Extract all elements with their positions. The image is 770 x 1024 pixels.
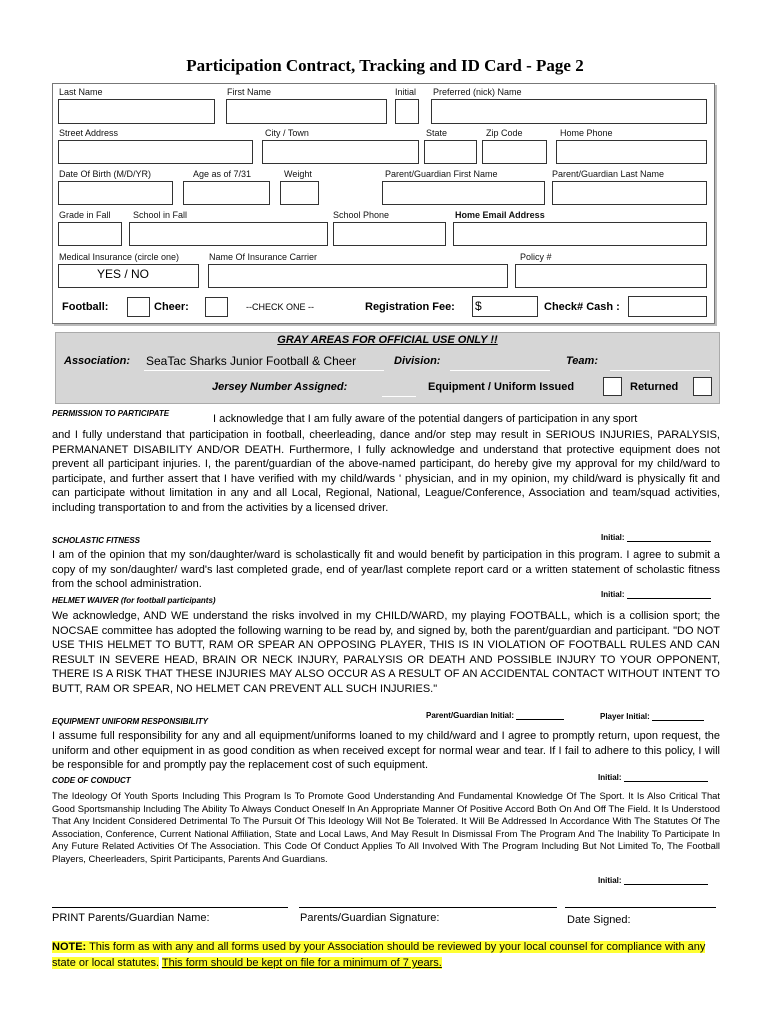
team-label: Team:	[566, 355, 598, 367]
state-field[interactable]	[424, 140, 477, 164]
state-label: State	[426, 128, 448, 138]
street-address-label: Street Address	[59, 128, 119, 138]
football-label: Football:	[62, 301, 109, 313]
cheer-checkbox[interactable]	[205, 297, 228, 317]
medical-insurance-options: YES / NO	[97, 267, 150, 281]
conduct-initial	[598, 876, 708, 885]
school-label: School in Fall	[133, 210, 188, 220]
parent-last-name-field[interactable]	[552, 181, 707, 205]
home-phone-field[interactable]	[556, 140, 707, 164]
equipment-title: EQUIPMENT UNIFORM RESPONSIBILITY	[52, 717, 209, 726]
scholastic-text: I am of the opinion that my son/daughter/ward is scholastically fit and would benefit by participation in this program. I agree to submit a copy of my son/daughter/ ward's last completed grade, end of year/last complete report card or a written statement of scholastic fitness from the school administration.	[52, 549, 720, 591]
jersey-number-label: Jersey Number Assigned:	[212, 381, 348, 393]
dollar-sign: $	[475, 299, 482, 313]
football-checkbox[interactable]	[127, 297, 150, 317]
scholastic-initial	[601, 590, 711, 599]
initial-label: Initial:	[601, 590, 625, 599]
helmet-text: We acknowledge, AND WE understand the risks involved in my CHILD/WARD, my playing FOOTBALL, which is a collision sport; the NOCSAE committee has adopted the following warning to be read by, and signed by, both the parent/guardian and participant. "DO NOT USE THIS HELMET TO BUTT, RAM OR SPEAR AN OPPOSING PLAYER, THIS IS IN VIOLATION OF FOOTBALL RULES AND CAN RESULT IN SEVERE HEAD, BRAIN OR NECK INJURY, PARALYSIS OR DEATH AND POSSIBLE INJURY TO YOUR OPPONENT, THERE IS A RISK THAT THESE INJURIES MAY ALSO OCCUR AS A RESULT OF AN ACCIDENTAL CONTACT WITHOUT INTENT TO BUTT, RAM OR SPEAR, NO HELMET CAN PREVENT ALL SUCH INJURIES."	[52, 610, 720, 695]
zip-field[interactable]	[482, 140, 547, 164]
team-field[interactable]	[610, 370, 710, 371]
equipment-text: I assume full responsibility for any and all equipment/uniforms loaned to my child/ward and I agree to promptly return, upon request, the uniform and other equipment in as good condition as when received except for normal wear and tear. If I fail to adhere to this policy, I will be responsible for and promptly pay the replacement cost of such equipment.	[52, 730, 720, 772]
official-use-heading: GRAY AREAS FOR OFFICIAL USE ONLY !!	[277, 334, 498, 346]
note-retention: This form should be kept on file for a minimum of 7 years.	[161, 957, 442, 969]
street-address-field[interactable]	[58, 140, 253, 164]
note-label: NOTE:	[52, 941, 87, 953]
age-field[interactable]	[183, 181, 270, 205]
parent-initial-label: Parent/Guardian Initial:	[426, 711, 515, 720]
policy-field[interactable]	[515, 264, 707, 288]
permission-first-line: I acknowledge that I am fully aware of the potential dangers of participation in any sport	[213, 413, 638, 425]
age-label: Age as of 7/31	[193, 169, 252, 179]
date-signed-label: Date Signed:	[567, 914, 631, 926]
association-line	[144, 370, 384, 371]
equipment-initial	[598, 773, 708, 782]
page-title: Participation Contract, Tracking and ID Card - Page 2	[186, 56, 584, 75]
school-phone-field[interactable]	[333, 222, 446, 246]
conduct-title: CODE OF CONDUCT	[52, 776, 131, 785]
returned-checkbox[interactable]	[693, 377, 712, 396]
equipment-issued-label: Equipment / Uniform Issued	[428, 381, 575, 393]
division-field[interactable]	[450, 370, 550, 371]
jersey-number-field[interactable]	[382, 396, 416, 397]
conduct-initial-field[interactable]	[624, 884, 708, 885]
home-phone-label: Home Phone	[560, 128, 613, 138]
association-value: SeaTac Sharks Junior Football & Cheer	[146, 354, 357, 368]
grade-label: Grade in Fall	[59, 210, 111, 220]
division-label: Division:	[394, 355, 441, 367]
initial-label: Initial	[395, 87, 417, 97]
preferred-name-field[interactable]	[431, 99, 707, 124]
print-name-line[interactable]	[52, 907, 288, 908]
date-signed-line[interactable]	[565, 907, 716, 908]
initial-field[interactable]	[395, 99, 419, 124]
check-cash-field[interactable]	[628, 296, 707, 317]
insurance-carrier-field[interactable]	[208, 264, 508, 288]
player-initial-label: Player Initial:	[600, 712, 650, 721]
initial-label: Initial:	[598, 876, 622, 885]
check-one-hint: --CHECK ONE --	[246, 302, 314, 312]
last-name-field[interactable]	[58, 99, 215, 124]
preferred-name-label: Preferred (nick) Name	[433, 87, 522, 97]
parent-guardian-initial	[426, 711, 564, 720]
note	[52, 939, 712, 971]
last-name-label: Last Name	[59, 87, 103, 97]
initial-label: Initial:	[598, 773, 622, 782]
policy-label: Policy #	[520, 252, 552, 262]
print-name-label: PRINT Parents/Guardian Name:	[52, 912, 210, 924]
dob-field[interactable]	[58, 181, 173, 205]
city-field[interactable]	[262, 140, 419, 164]
equipment-initial-field[interactable]	[624, 781, 708, 782]
player-initial-field[interactable]	[652, 720, 704, 721]
parent-last-name-label: Parent/Guardian Last Name	[552, 169, 665, 179]
permission-text: and I fully understand that participation in football, cheerleading, dance and/or step may result in SERIOUS INJURIES, PARALYSIS, PERMANANET DISABILITY AND/OR DEATH. Furthermore, I fully acknowledge and understand that protective equipment does not prevent all participant injuries. I, the parent/guardian of the above-named participant, do hereby give my approval for my child/ward to participate, and further assert that I have verified with my child/wards ' physician, and in my opinion, my child/ward is physically fit and can participate without limitation in any and all Local, Regional, National, League/Conference, Association and team/squad activities, including transportation to and from the activities by a licensed driver.	[52, 429, 720, 514]
player-initial	[600, 712, 704, 721]
school-phone-label: School Phone	[333, 210, 390, 220]
signature-label: Parents/Guardian Signature:	[300, 912, 440, 924]
school-field[interactable]	[129, 222, 328, 246]
scholastic-title: SCHOLASTIC FITNESS	[52, 536, 141, 545]
conduct-text: The Ideology Of Youth Sports Including This Program Is To Promote Good Understanding And Fundamental Knowledge Of The Sport. It Is Also Critical That Good Sportsmanship Including The Ability To Always Conduct Oneself In An Appropriate Manner Of Positive Accord Both On And Off The Field. It Is Understood That Any Incident Considered Detrimental To The Pursuit Of This Ideology Will Not Be Tolerated. It Will Be Addressed In Accordance With The Statutes Of The Association, Conference, Current National Affiliation, State and Local Laws, And May Result In Dismissal From The Program And The Inability To Participate In Any Future Related Activities Of The Association. This Code Of Conduct Applies To All Involved With The Program Including But Not Limited To, The Football Players, Cheerleaders, Spirit Participants, Parents And Guardians.	[52, 790, 720, 864]
helmet-title: HELMET WAIVER (for football participants)	[52, 596, 216, 605]
insurance-carrier-label: Name Of Insurance Carrier	[209, 252, 318, 262]
city-label: City / Town	[265, 128, 309, 138]
parent-first-name-label: Parent/Guardian First Name	[385, 169, 498, 179]
weight-field[interactable]	[280, 181, 319, 205]
parent-first-name-field[interactable]	[382, 181, 545, 205]
note-text: This form as with any and all forms used by your Association should be reviewed by your local counsel for compliance with any state or local statutes.	[52, 941, 706, 969]
grade-field[interactable]	[58, 222, 122, 246]
scholastic-initial-field[interactable]	[627, 598, 711, 599]
returned-label: Returned	[630, 381, 679, 393]
equipment-issued-checkbox[interactable]	[603, 377, 622, 396]
first-name-field[interactable]	[226, 99, 387, 124]
permission-initial-field[interactable]	[627, 541, 711, 542]
signature-line[interactable]	[299, 907, 557, 908]
zip-label: Zip Code	[486, 128, 523, 138]
parent-initial-field[interactable]	[516, 719, 564, 720]
medical-insurance-label: Medical Insurance (circle one)	[59, 252, 180, 262]
permission-title: PERMISSION TO PARTICIPATE	[52, 409, 170, 418]
initial-label: Initial:	[601, 533, 625, 542]
check-cash-label: Check# Cash :	[544, 301, 620, 313]
cheer-label: Cheer:	[154, 301, 189, 313]
permission-initial	[601, 533, 711, 542]
first-name-label: First Name	[227, 87, 272, 97]
weight-label: Weight	[284, 169, 312, 179]
dob-label: Date Of Birth (M/D/YR)	[59, 169, 152, 179]
home-email-label: Home Email Address	[455, 210, 545, 220]
registration-fee-label: Registration Fee:	[365, 301, 455, 313]
association-label: Association:	[64, 355, 131, 367]
home-email-field[interactable]	[453, 222, 707, 246]
